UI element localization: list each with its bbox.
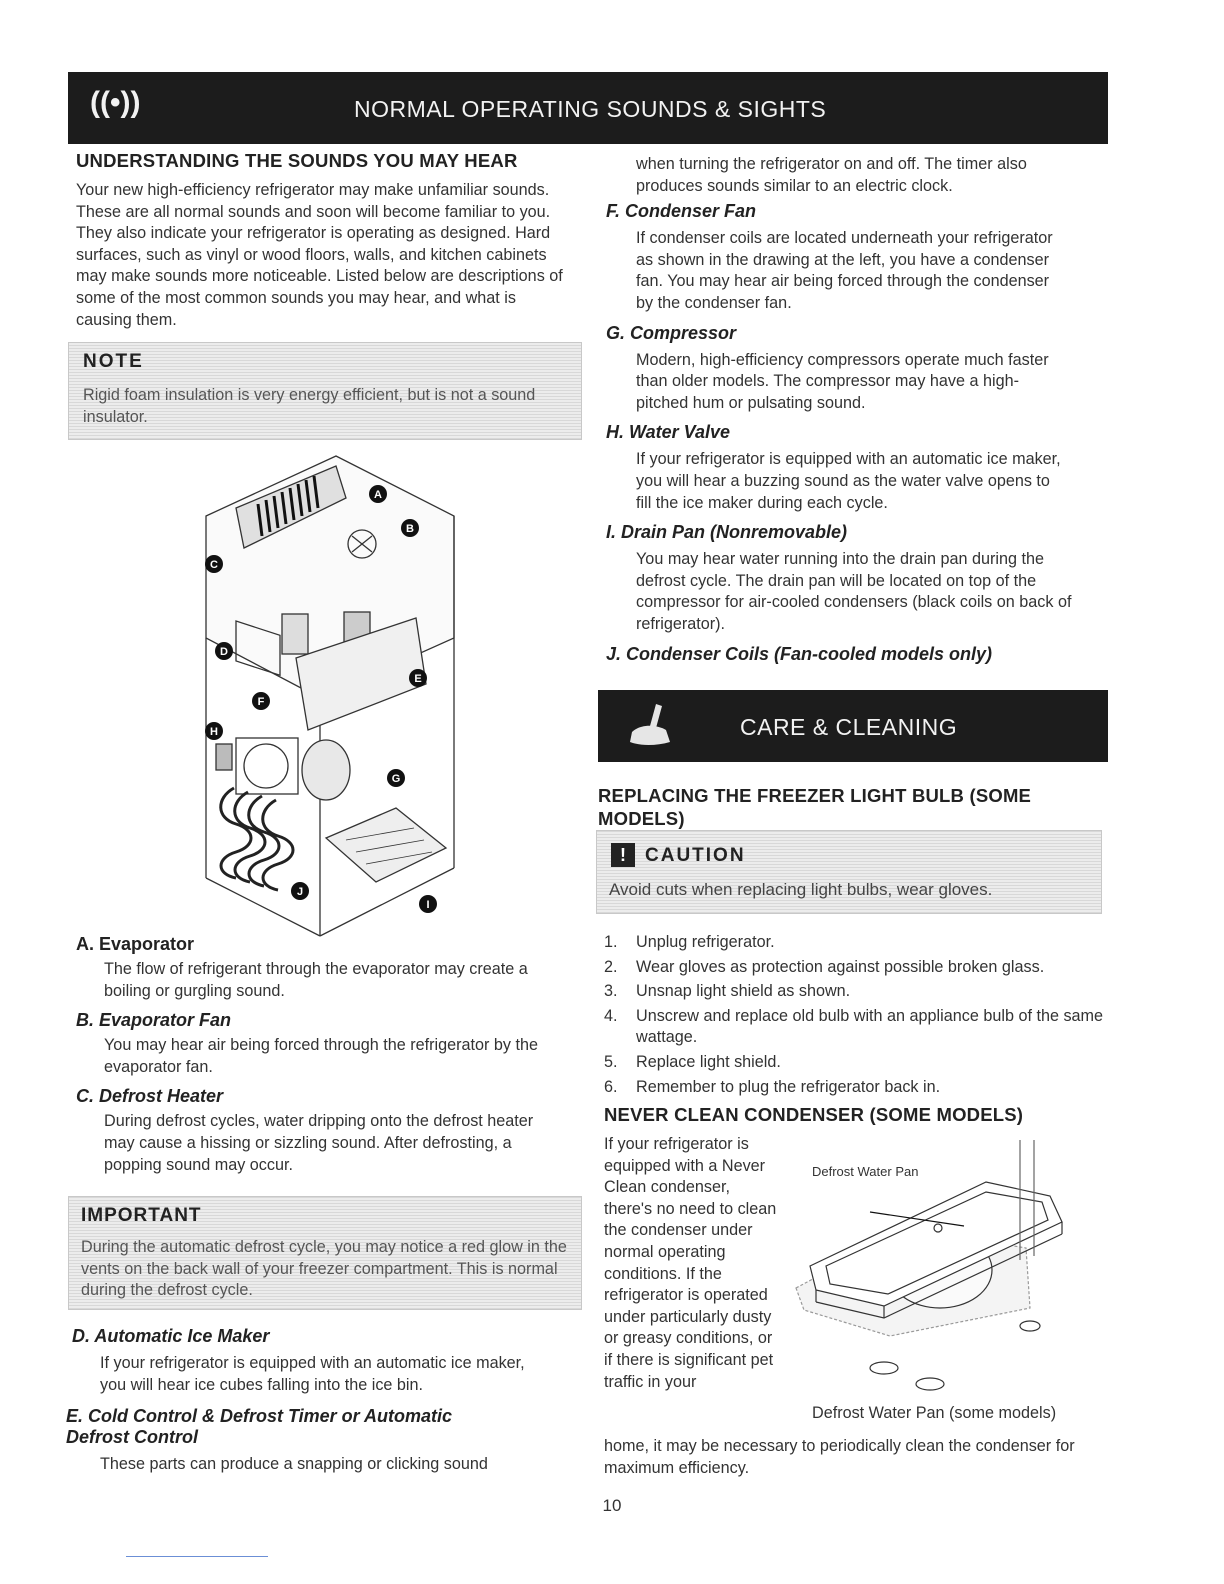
item-water-valve-title: H. Water Valve — [606, 422, 731, 443]
item-condenser-fan-text: If condenser coils are located underneath your refrigerator as shown in the drawing at the left, you have a condenser fan. You may hear air being forced through the condenser by the condenser fan. — [636, 229, 1053, 312]
callout-g — [387, 769, 405, 787]
never-clean-title: NEVER CLEAN CONDENSER (SOME MODELS) — [604, 1104, 1024, 1125]
item-drain-pan-text: You may hear water running into the drain pan during the defrost cycle. The drain pan will be located on top of the compressor for air-cooled condensers (black coils on back of refrigerator). — [636, 550, 1072, 633]
item-ice-maker-text: If your refrigerator is equipped with an automatic ice maker, you will hear ice cubes falling into the ice bin. — [100, 1354, 525, 1394]
caution-text: Avoid cuts when replacing light bulbs, wear gloves. — [609, 880, 993, 899]
left-items-2 — [66, 1326, 576, 1476]
important-text: During the automatic defrost cycle, you may notice a red glow in the vents on the back wall of your freezer compartment. This is normal during the defrost cycle. — [81, 1238, 567, 1300]
callout-j-label: J — [296, 886, 304, 898]
item-cold-control-title: E. Cold Control & Defrost Timer or Automatic Defrost Control — [66, 1406, 453, 1448]
cleaning-hand-icon — [626, 702, 680, 750]
care-cleaning-banner — [598, 690, 1108, 762]
callout-b — [401, 519, 419, 537]
caution-title: CAUTION — [645, 845, 746, 866]
step-3-number: 3. — [604, 982, 618, 1001]
never-clean-text: If your refrigerator is equipped with a Never Clean condenser, there's no need to clean the condenser under normal operating conditions. If the refrigerator is operated under particularly dusty or greasy conditions, or if there is significant pet traffic in your — [604, 1135, 777, 1391]
callout-g-label: G — [391, 773, 401, 785]
callout-a-label: A — [374, 489, 382, 501]
item-evaporator-fan-text: You may hear air being forced through the refrigerator by the evaporator fan. — [104, 1036, 539, 1076]
step-5-text: Replace light shield. — [636, 1052, 781, 1071]
step-3 — [604, 981, 1104, 1003]
page-number: 10 — [602, 1496, 622, 1515]
callout-d — [215, 642, 233, 660]
pan-caption: Defrost Water Pan (some models) — [812, 1404, 1057, 1422]
pan-label: Defrost Water Pan — [812, 1164, 919, 1179]
item-evaporator-fan-title: B. Evaporator Fan — [76, 1010, 232, 1031]
page-title: NORMAL OPERATING SOUNDS & SIGHTS — [354, 96, 827, 122]
step-2 — [604, 957, 1104, 979]
step-2-text: Wear gloves as protection against possible broken glass. — [636, 957, 1045, 976]
callout-e — [409, 669, 427, 687]
item-water-valve-text: If your refrigerator is equipped with an automatic ice maker, you will hear a buzzing sound as the water valve opens to fill the ice maker during each cycle. — [636, 450, 1061, 512]
callout-d-label: D — [220, 646, 228, 658]
step-6-text: Remember to plug the refrigerator back in. — [636, 1077, 941, 1096]
left-column — [76, 150, 576, 331]
important-box — [68, 1196, 582, 1310]
item-condenser-coils-title: J. Condenser Coils (Fan-cooled models only) — [606, 643, 993, 664]
step-5 — [604, 1052, 1104, 1074]
step-4 — [604, 1006, 1104, 1049]
step-1 — [604, 932, 1104, 954]
step-3-text: Unsnap light shield as shown. — [636, 982, 851, 1001]
step-4-number: 4. — [604, 1006, 618, 1025]
callout-i-label: I — [426, 899, 430, 911]
warning-icon: ! — [611, 843, 635, 867]
item-compressor-text: Modern, high-efficiency compressors operate much faster than older models. The compressor may have a high-pitched hum or pulsating sound. — [636, 350, 1049, 412]
never-clean-text-cont: home, it may be necessary to periodically clean the condenser for maximum efficiency. — [604, 1437, 1075, 1477]
important-title: IMPORTANT — [81, 1205, 202, 1226]
note-title: NOTE — [83, 351, 144, 372]
caution-box — [596, 830, 1102, 914]
step-2-number: 2. — [604, 957, 618, 976]
callout-c-label: C — [210, 559, 218, 571]
step-5-number: 5. — [604, 1052, 618, 1071]
step-4-text: Unscrew and replace old bulb with an appliance bulb of the same wattage. — [636, 1006, 1104, 1047]
callout-h — [205, 722, 223, 740]
sound-waves-icon: ((•)) — [90, 86, 141, 119]
note-box — [68, 342, 582, 440]
step-1-number: 1. — [604, 933, 618, 951]
callout-f-label: F — [257, 696, 265, 708]
callout-h-label: H — [210, 726, 218, 738]
header-banner — [68, 72, 1108, 144]
item-cold-control-text: These parts can produce a snapping or clicking sound — [100, 1455, 488, 1474]
item-defrost-heater-text: During defrost cycles, water dripping onto the defrost heater may cause a hissing or sizzling sound. After defrosting, a popping sound may occur. — [104, 1112, 534, 1174]
callout-c — [205, 555, 223, 573]
item-defrost-heater-title: C. Defrost Heater — [76, 1086, 224, 1107]
step-6 — [604, 1077, 1104, 1099]
left-items — [76, 934, 576, 1176]
item-condenser-fan-title: F. Condenser Fan — [606, 201, 757, 222]
bulb-steps-list — [604, 932, 1104, 1101]
callout-j — [291, 882, 309, 900]
callout-i — [419, 895, 437, 913]
item-ice-maker-title: D. Automatic Ice Maker — [72, 1326, 270, 1346]
step-1-text: Unplug refrigerator. — [636, 933, 775, 951]
note-text: Rigid foam insulation is very energy efficient, but is not a sound insulator. — [83, 386, 536, 426]
item-evaporator-title: A. Evaporator — [76, 934, 195, 954]
continued-text: when turning the refrigerator on and off. The timer also produces sounds similar to an electric clock. — [636, 155, 1027, 195]
right-column — [606, 154, 1106, 665]
intro-paragraph: Your new high-efficiency refrigerator may make unfamiliar sounds. These are all normal sounds and soon will become familiar to you. They also indicate your refrigerator is operating as designed. Hard surfaces, such as vinyl or wood floors, walls, and kitchen cabinets may make sounds more noticeable. Listed below are descriptions of some of the most common sounds you may hear, and what is causing them. — [76, 181, 563, 329]
callout-f — [252, 692, 270, 710]
callout-b-label: B — [406, 523, 414, 535]
defrost-water-pan-illustration — [790, 1140, 1110, 1402]
section-title-sounds: UNDERSTANDING THE SOUNDS YOU MAY HEAR — [76, 150, 518, 171]
item-drain-pan-title: I. Drain Pan (Nonremovable) — [606, 522, 848, 543]
item-evaporator-text: The flow of refrigerant through the evaporator may create a boiling or gurgling sound. — [104, 960, 528, 1000]
item-compressor-title: G. Compressor — [606, 322, 737, 343]
refrigerator-sounds-diagram — [196, 448, 456, 938]
callout-a — [369, 485, 387, 503]
callout-e-label: E — [414, 673, 422, 685]
footer-rule — [126, 1556, 268, 1557]
bulb-section-title: REPLACING THE FREEZER LIGHT BULB (SOME MODELS) — [598, 785, 1032, 829]
care-cleaning-title: CARE & CLEANING — [740, 714, 958, 740]
step-6-number: 6. — [604, 1077, 618, 1096]
bulb-section — [598, 784, 1098, 830]
